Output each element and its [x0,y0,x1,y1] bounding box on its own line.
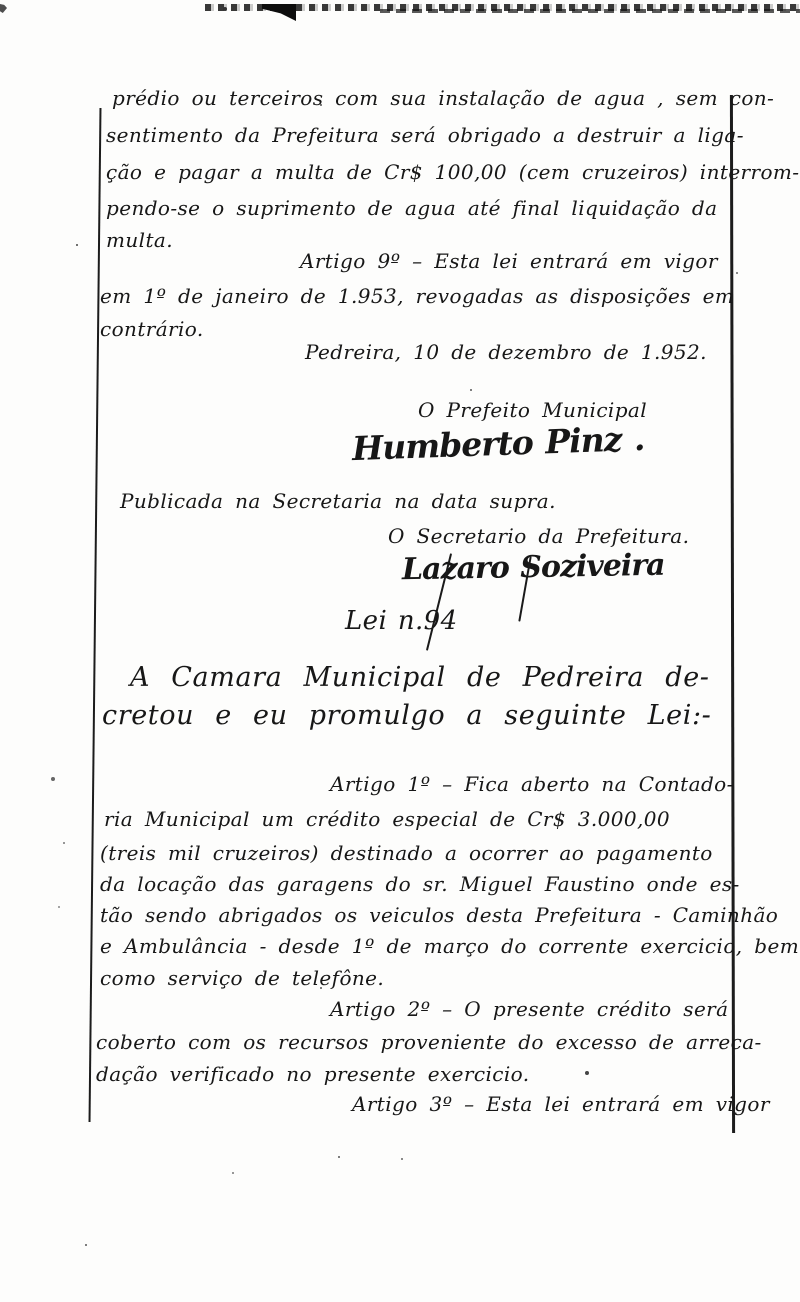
preamble-line: cretou e eu promulgo a seguinte Lei:- [102,700,712,731]
law-heading: Lei n.94 [345,606,458,636]
secretary-title: O Secretario da Prefeitura. [388,524,690,548]
article-2-opening: Artigo 2º – O presente crédito será [330,997,729,1021]
secretary-signature: Lazaro Soziveira [401,547,665,588]
manuscript-line: em 1º de janeiro de 1.953, revogadas as disposições em [100,284,735,308]
manuscript-line: da locação das garagens do sr. Miguel Faustino onde es- [100,872,740,896]
mayor-title: O Prefeito Municipal [418,398,648,422]
scan-artifact-blob [262,4,296,21]
manuscript-line: contrário. [100,317,204,341]
right-margin-line [730,95,735,1133]
manuscript-line: sentimento da Prefeitura será obrigado a destruir a liga- [106,123,744,147]
manuscript-line: (treis mil cruzeiros) destinado a ocorrer ao pagamento [100,841,713,865]
manuscript-line: prédio ou terceiros com sua instalação de agua , sem con- [112,86,775,110]
preamble-line: A Camara Municipal de Pedreira de- [130,662,710,693]
manuscript-line: como serviço de telefône. [100,966,385,990]
scan-noise-dots [0,0,2,2]
manuscript-line: pendo-se o suprimento de agua até final liquidação da [106,196,718,220]
mayor-signature: Humberto Pinz . [351,418,645,469]
manuscript-line: dação verificado no presente exercicio. [96,1062,530,1086]
manuscript-line: tão sendo abrigados os veiculos desta Prefeitura - Caminhão [100,903,779,927]
article-9-opening: Artigo 9º – Esta lei entrará em vigor [300,249,718,273]
scan-artifact-corner [0,4,7,13]
article-3-opening: Artigo 3º – Esta lei entrará em vigor [352,1092,770,1116]
article-1-opening: Artigo 1º – Fica aberto na Contado- [330,772,734,796]
scan-artifact-band [380,9,800,13]
dateline: Pedreira, 10 de dezembro de 1.952. [305,340,707,364]
publication-note: Publicada na Secretaria na data supra. [120,489,556,513]
manuscript-line: multa. [106,228,173,252]
manuscript-line: coberto com os recursos proveniente do excesso de arreca- [96,1030,762,1054]
manuscript-line: ria Municipal um crédito especial de Cr$ 3.000,00 [104,807,671,831]
manuscript-line: e Ambulância - desde 1º de março do corrente exercicio, bem [100,934,800,958]
manuscript-line: ção e pagar a multa de Cr$ 100,00 (cem cruzeiros) interrom- [106,160,800,184]
